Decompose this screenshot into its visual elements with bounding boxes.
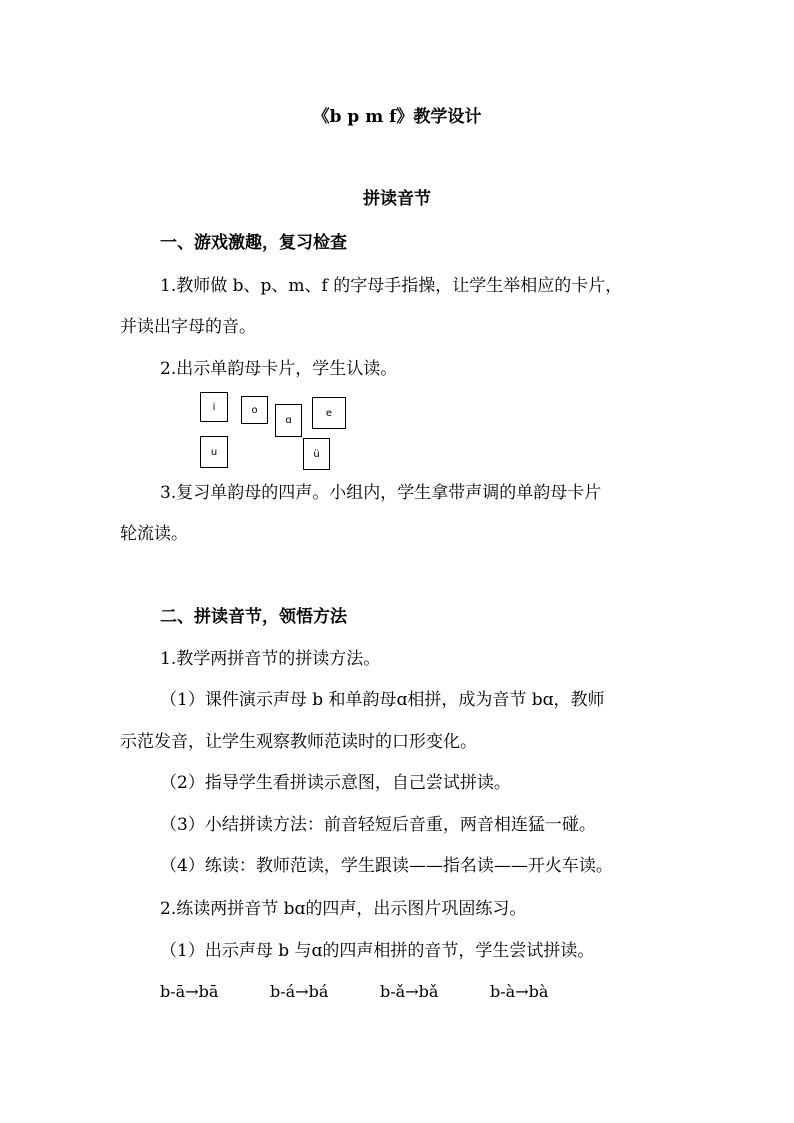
section1-para3-line2: 轮流读。: [120, 524, 188, 544]
section1-para2: 2.出示单韵母卡片，学生认读。: [160, 359, 398, 379]
section1-para3-line1: 3.复习单韵母的四声。小组内，学生拿带声调的单韵母卡片: [160, 483, 602, 503]
vowel-card-u: u: [200, 436, 228, 468]
vowel-card-a: ɑ: [275, 404, 302, 437]
section2-para1a-line2: 示范发音，让学生观察教师范读时的口形变化。: [120, 732, 477, 752]
section2-para2a: （1）出示声母 b 与ɑ的四声相拼的音节，学生尝试拼读。: [160, 941, 595, 961]
syllable-ba-tone1: b-ā→bā: [160, 982, 219, 1001]
syllable-ba-tone3: b-ǎ→bǎ: [380, 982, 439, 1001]
section2-para1d: （4）练读：教师范读，学生跟读——指名读——开火车读。: [160, 856, 613, 876]
section2-para1: 1.教学两拼音节的拼读方法。: [160, 649, 381, 669]
section2-para2: 2.练读两拼音节 bɑ的四声，出示图片巩固练习。: [160, 899, 527, 919]
section2-heading: 二、拼读音节，领悟方法: [160, 607, 347, 627]
vowel-card-o: o: [241, 396, 268, 424]
section2-para1c: （3）小结拼读方法：前音轻短后音重，两音相连猛一碰。: [160, 815, 596, 835]
syllable-ba-tone4: b-à→bà: [490, 982, 549, 1001]
vowel-card-v: ü: [303, 438, 330, 470]
page-title: 《b p m f》教学设计: [312, 107, 482, 127]
section1-para1-line1: 1.教师做 b、p、m、f 的字母手指操，让学生举相应的卡片，: [160, 276, 623, 296]
section-subtitle: 拼读音节: [363, 189, 431, 209]
section1-para1-line2: 并读出字母的音。: [120, 317, 256, 337]
section2-para1b: （2）指导学生看拼读示意图，自己尝试拼读。: [160, 773, 511, 793]
vowel-card-i: i: [200, 392, 228, 422]
section2-para1a-line1: （1）课件演示声母 b 和单韵母ɑ相拼，成为音节 bɑ，教师: [160, 690, 605, 710]
syllable-ba-tone2: b-á→bá: [270, 982, 329, 1001]
vowel-card-e: e: [312, 397, 346, 429]
section1-heading: 一、游戏激趣，复习检查: [160, 233, 347, 253]
